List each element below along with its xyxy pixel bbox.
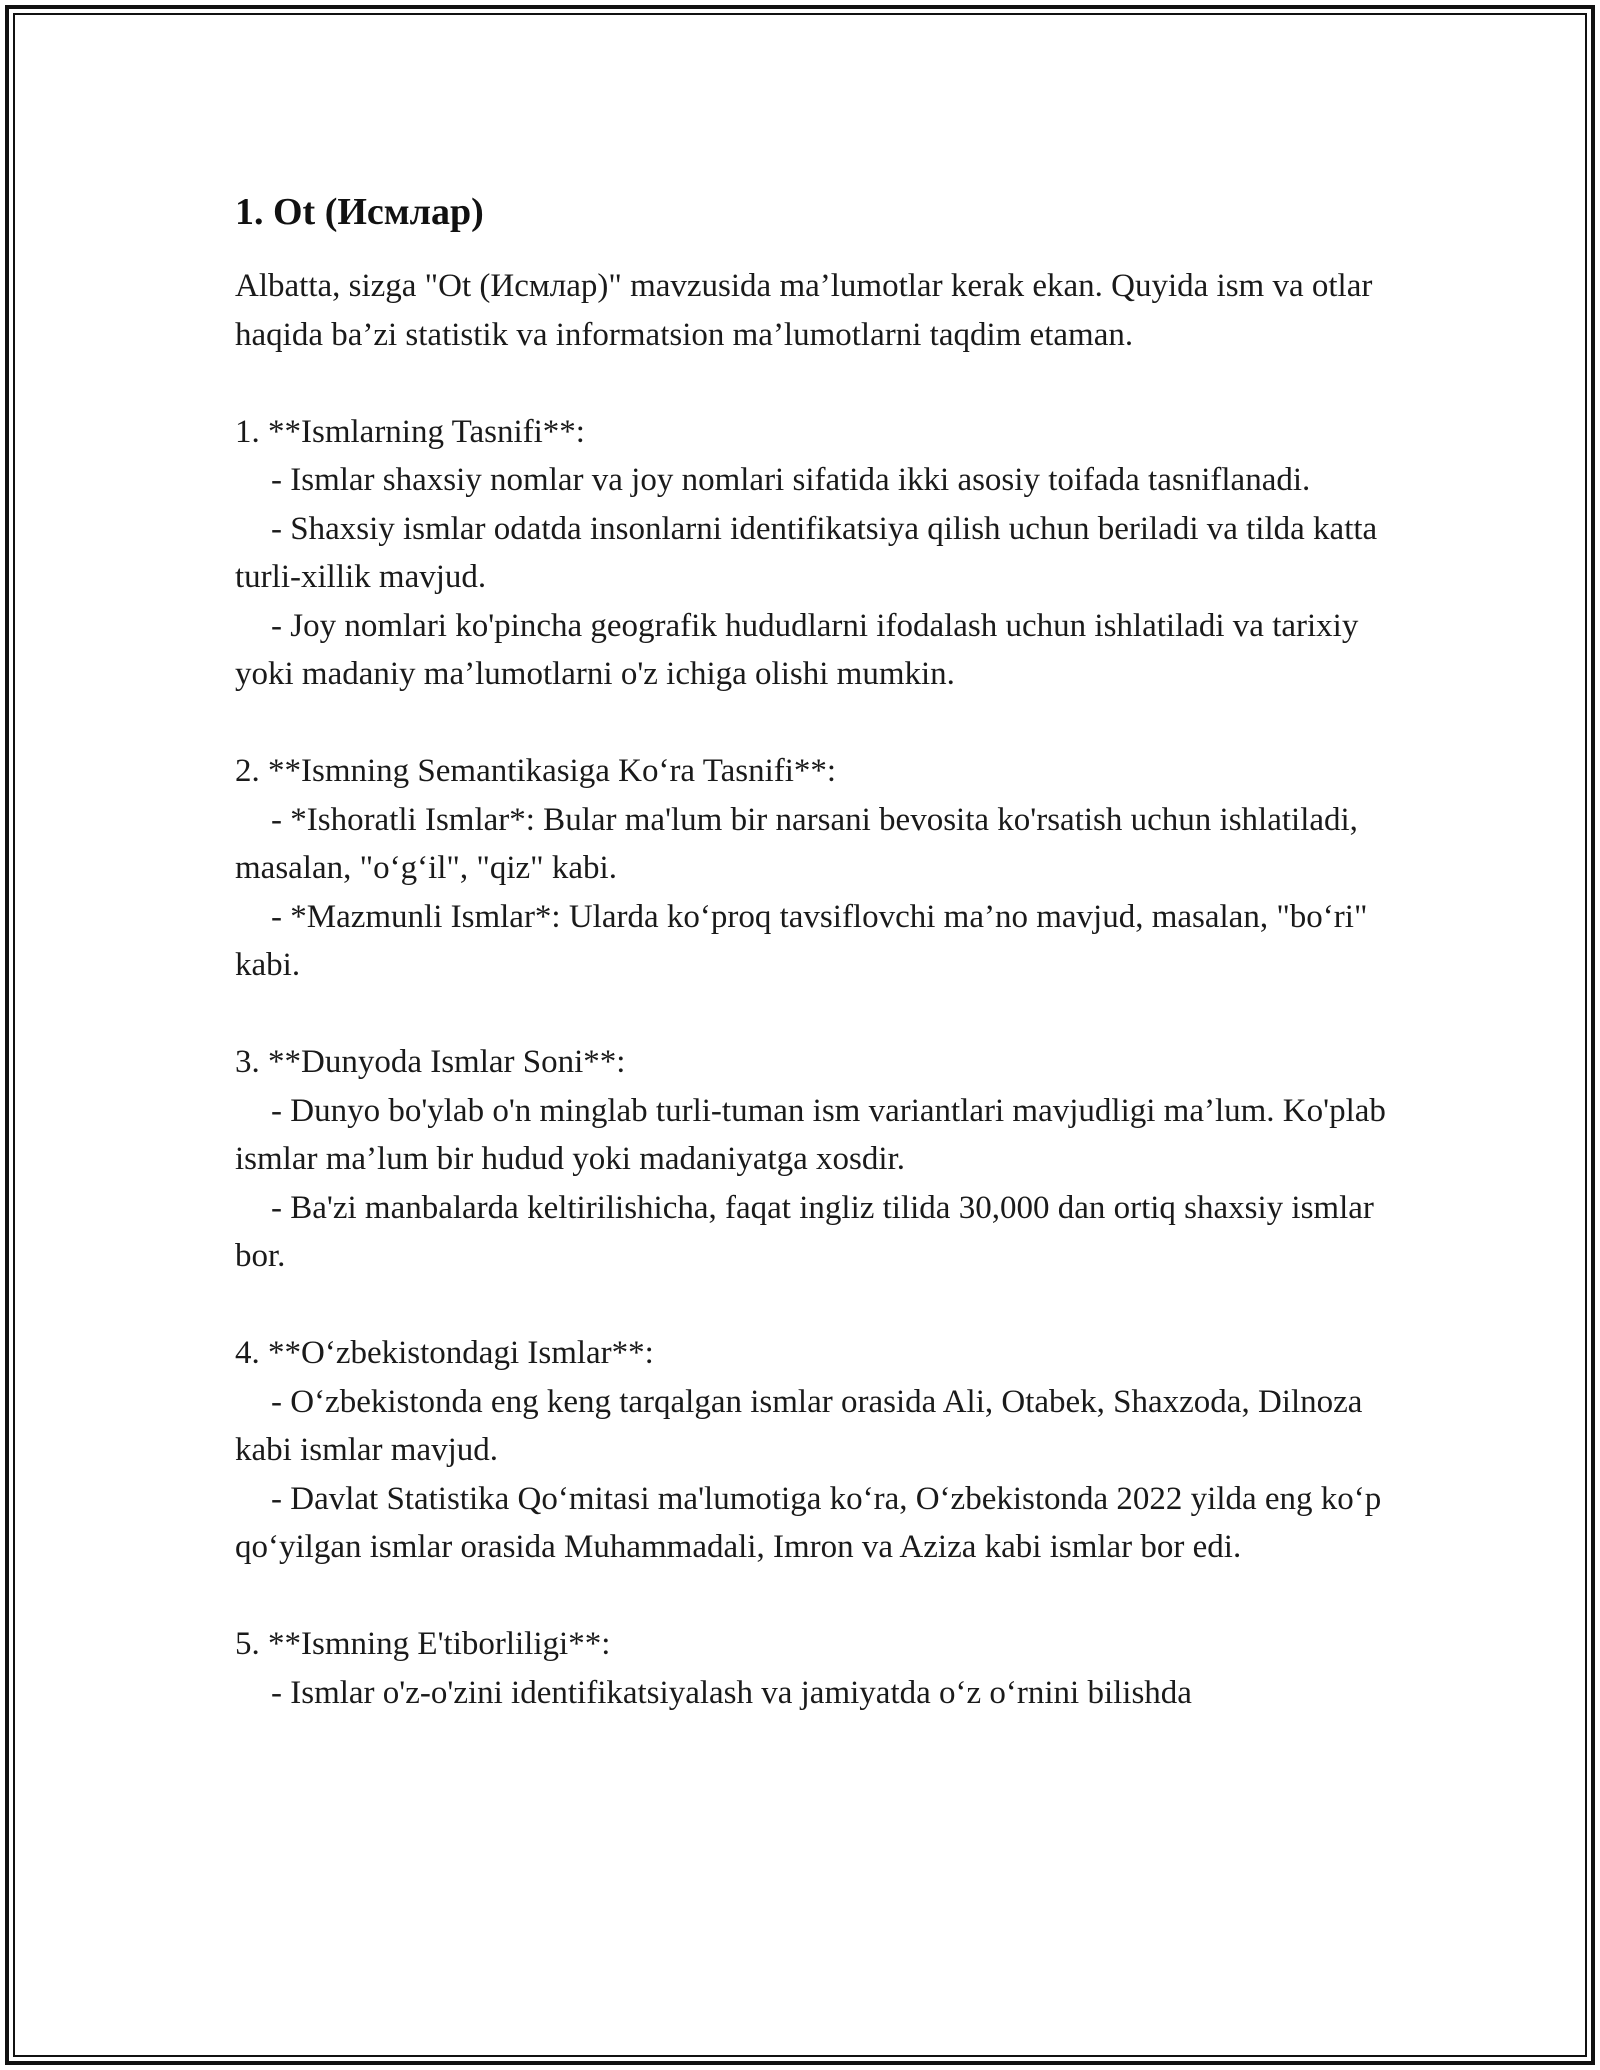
section-heading: 5. **Ismning E'tiborliligi**: — [235, 1626, 611, 1662]
section-2 — [235, 747, 1395, 990]
list-item: - Ba'zi manbalarda keltirilishicha, faqat ingliz tilida 30,000 dan ortiq shaxsiy ismlar bor. — [235, 1189, 1374, 1274]
section-heading: 3. **Dunyoda Ismlar Soni**: — [235, 1044, 626, 1080]
section-3 — [235, 1038, 1395, 1281]
list-item: - Joy nomlari ko'pincha geografik hududlarni ifodalash uchun ishlatiladi va tarixiy yoki madaniy ma’lumotlarni o'z ichiga olishi mumkin. — [235, 607, 1359, 692]
list-item: - Davlat Statistika Qoʻmitasi ma'lumotiga koʻra, Oʻzbekistonda 2022 yilda eng koʻp qoʻyilgan ismlar orasida Muhammadali, Imron va Aziza kabi ismlar bor edi. — [235, 1480, 1382, 1565]
section-5 — [235, 1620, 1395, 1717]
list-item: - Shaxsiy ismlar odatda insonlarni identifikatsiya qilish uchun beriladi va tilda katta turli-xillik mavjud. — [235, 510, 1378, 595]
section-heading: 1. **Ismlarning Tasnifi**: — [235, 413, 585, 450]
section-4 — [235, 1329, 1395, 1572]
section-heading: 2. **Ismning Semantikasiga Koʻra Tasnifi**: — [235, 753, 837, 789]
document-body — [235, 188, 1395, 1717]
list-item: - Dunyo bo'ylab o'n minglab turli-tuman ism variantlari mavjudligi ma’lum. Ko'plab ismlar ma’lum bir hudud yoki madaniyatga xosdir. — [235, 1092, 1386, 1177]
section-heading: 4. **Oʻzbekistondagi Ismlar**: — [235, 1335, 654, 1371]
list-item: - *Mazmunli Ismlar*: Ularda koʻproq tavsiflovchi ma’no mavjud, masalan, "boʻri" kabi. — [235, 898, 1368, 983]
list-item: - Ismlar shaxsiy nomlar va joy nomlari sifatida ikki asosiy toifada tasniflanadi. — [271, 462, 1311, 498]
section-1 — [235, 408, 1395, 699]
list-item: - Ismlar o'z-o'zini identifikatsiyalash va jamiyatda oʻz oʻrnini bilishda — [271, 1674, 1192, 1711]
intro-paragraph: Albatta, sizga "Ot (Исмлар)" mavzusida ma’lumotlar kerak ekan. Quyida ism va otlar haqida ba’zi statistik va informatsion ma’lumotlarni taqdim etaman. — [235, 268, 1373, 353]
list-item: - *Ishoratli Ismlar*: Bular ma'lum bir narsani bevosita ko'rsatish uchun ishlatiladi, masalan, "oʻgʻil", "qiz" kabi. — [235, 801, 1358, 886]
document-title: 1. Ot (Исмлар) — [235, 191, 484, 233]
list-item: - Oʻzbekistonda eng keng tarqalgan ismlar orasida Ali, Otabek, Shaxzoda, Dilnoza kabi ismlar mavjud. — [235, 1383, 1363, 1468]
